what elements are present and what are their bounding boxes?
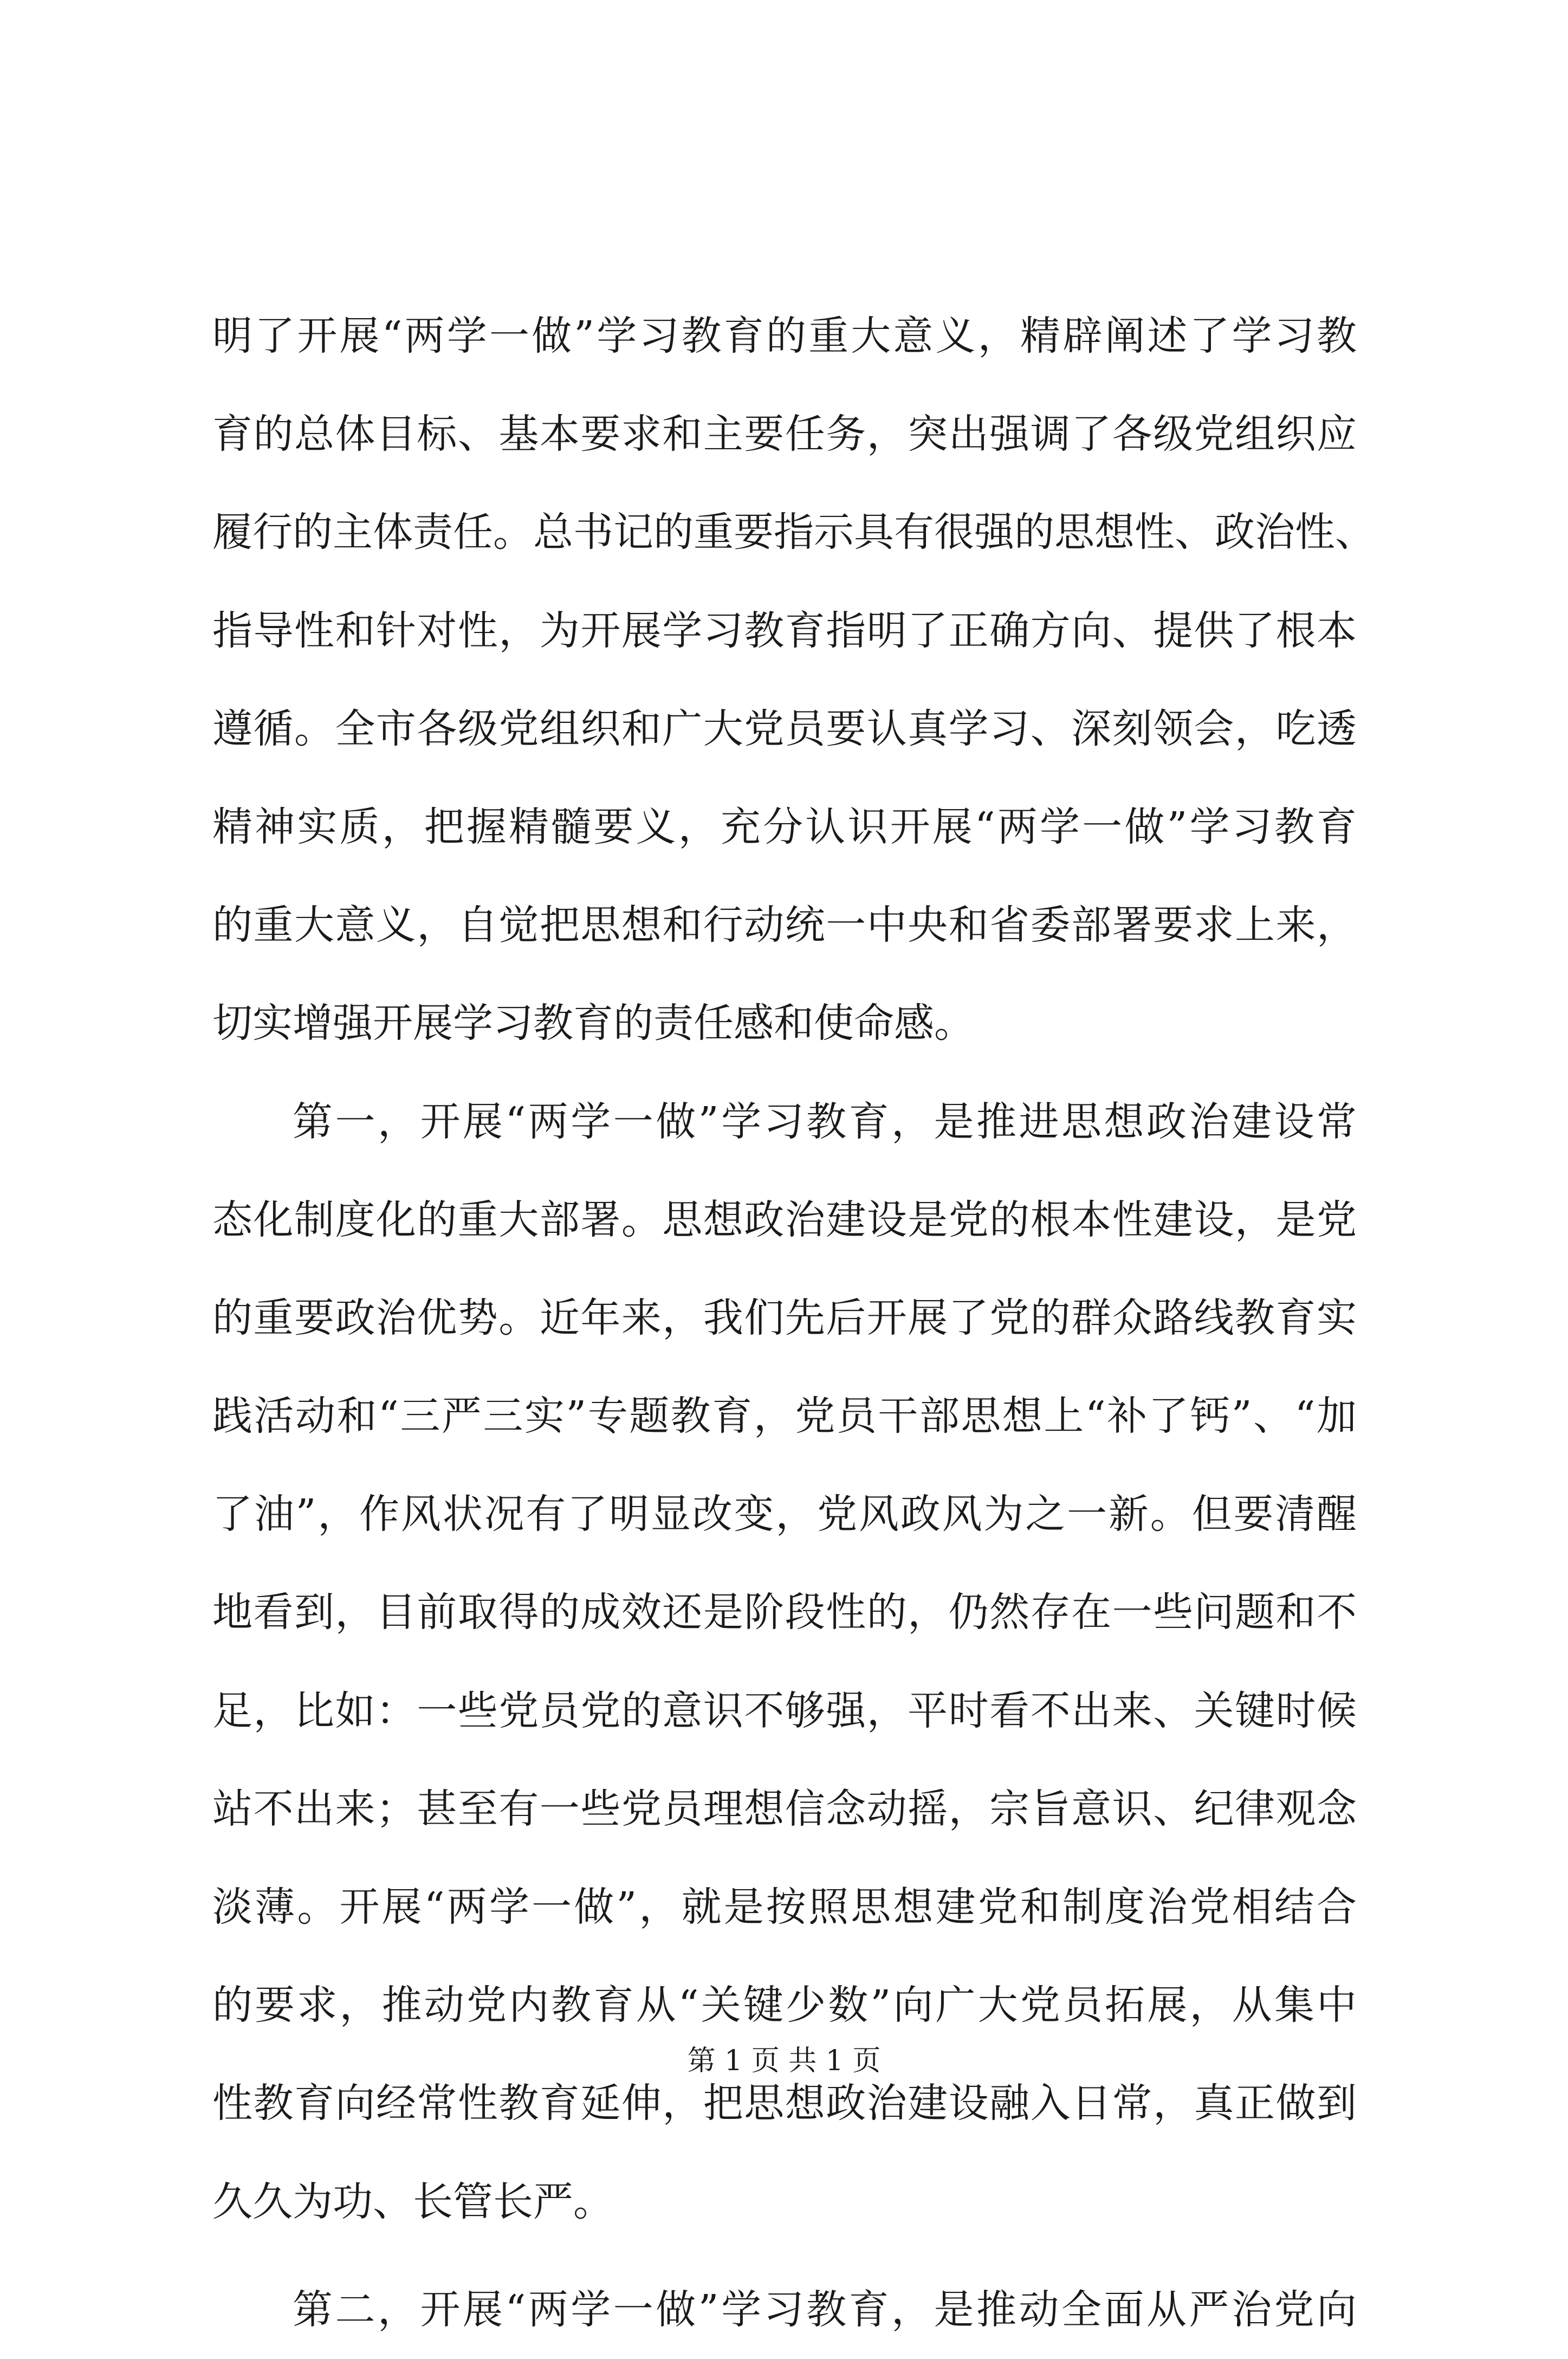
page-number-footer: 第 1 页 共 1 页 [687,2045,881,2077]
text-line: 的重大意义，自觉把思想和行动统一中央和省委部署要求上来， [212,902,1357,949]
paragraph-first-line: 第二，开展“两学一做”学习教育，是推动全面从严治党向 [293,2286,1357,2333]
text-line: 的要求，推动党内教育从“关键少数”向广大党员拓展，从集中 [212,1982,1357,2029]
text-line: 淡薄。开展“两学一做”，就是按照思想建党和制度治党相结合 [212,1884,1357,1930]
text-line: 育的总体目标、基本要求和主要任务，突出强调了各级党组织应 [212,411,1357,458]
text-line: 站不出来；甚至有一些党员理想信念动摇，宗旨意识、纪律观念 [212,1785,1357,1832]
text-line: 地看到，目前取得的成效还是阶段性的，仍然存在一些问题和不 [212,1589,1357,1636]
text-line: 精神实质，把握精髓要义，充分认识开展“两学一做”学习教育 [212,803,1357,850]
text-line: 遵循。全市各级党组织和广大党员要认真学习、深刻领会，吃透 [212,705,1357,752]
text-line: 的重要政治优势。近年来，我们先后开展了党的群众路线教育实 [212,1294,1357,1341]
text-line: 指导性和针对性，为开展学习教育指明了正确方向、提供了根本 [212,607,1357,654]
text-line: 足，比如：一些党员党的意识不够强，平时看不出来、关键时候 [212,1687,1357,1734]
text-line: 久久为功、长管长严。 [212,2178,613,2225]
text-line: 履行的主体责任。总书记的重要指示具有很强的思想性、政治性、 [212,509,1375,556]
text-line: 性教育向经常性教育延伸，把思想政治建设融入日常，真正做到 [212,2080,1357,2127]
text-line: 切实增强开展学习教育的责任感和使命感。 [212,1000,974,1047]
paragraph-first-line: 第一，开展“两学一做”学习教育，是推进思想政治建设常 [293,1098,1357,1145]
text-line: 了油”，作风状况有了明显改变，党风政风为之一新。但要清醒 [212,1491,1357,1538]
text-line: 践活动和“三严三实”专题教育，党员干部思想上“补了钙”、“加 [212,1393,1357,1440]
text-line: 态化制度化的重大部署。思想政治建设是党的根本性建设，是党 [212,1196,1357,1243]
text-line: 明了开展“两学一做”学习教育的重大意义，精辟阐述了学习教 [212,313,1357,359]
paragraph-gap [212,2251,1357,2261]
